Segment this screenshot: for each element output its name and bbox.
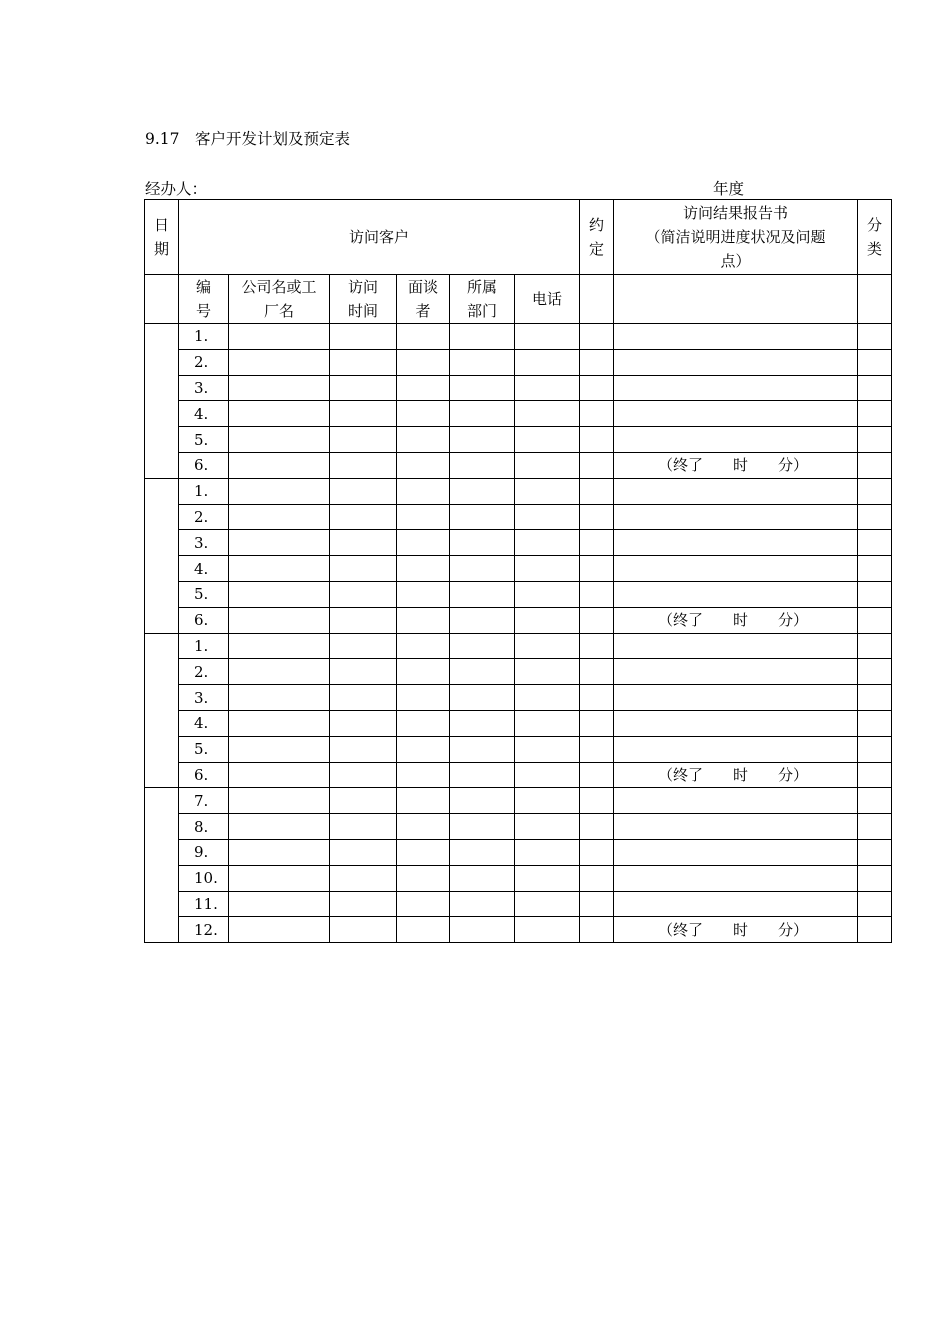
report-cell[interactable] [614,891,858,917]
department-cell[interactable] [450,401,515,427]
report-cell[interactable] [614,788,858,814]
category-cell[interactable] [858,581,892,607]
report-cell[interactable] [614,839,858,865]
department-cell[interactable] [450,324,515,350]
table-row [145,427,892,453]
table-row [145,452,892,478]
visit-time-cell[interactable] [330,762,397,788]
interviewee-cell[interactable] [397,865,450,891]
company-cell[interactable] [229,839,330,865]
category-cell[interactable] [858,504,892,530]
company-cell[interactable] [229,917,330,943]
report-cell[interactable] [614,865,858,891]
report-cell[interactable] [614,504,858,530]
table-row [145,401,892,427]
visit-time-cell[interactable] [330,324,397,350]
phone-cell[interactable] [515,581,580,607]
visit-time-cell[interactable] [330,891,397,917]
table-row [145,865,892,891]
visit-time-cell[interactable] [330,685,397,711]
interviewee-cell[interactable] [397,427,450,453]
department-cell[interactable] [450,633,515,659]
report-cell[interactable] [614,530,858,556]
header-row-1 [145,200,892,275]
company-cell[interactable] [229,607,330,633]
visit-time-cell[interactable] [330,736,397,762]
company-cell[interactable] [229,324,330,350]
phone-cell[interactable] [515,736,580,762]
interviewee-cell[interactable] [397,762,450,788]
department-cell[interactable] [450,736,515,762]
category-cell[interactable] [858,891,892,917]
appointment-cell[interactable] [580,659,614,685]
report-cell[interactable]: （终了 时 分） [614,762,858,788]
appointment-cell[interactable] [580,478,614,504]
appointment-cell[interactable] [580,556,614,582]
table-row [145,478,892,504]
interviewee-cell[interactable] [397,504,450,530]
appointment-cell[interactable] [580,839,614,865]
company-cell[interactable] [229,659,330,685]
row-number: 1. [179,478,229,504]
table-row [145,736,892,762]
report-cell[interactable] [614,581,858,607]
report-cell[interactable] [614,685,858,711]
visit-time-cell[interactable] [330,865,397,891]
table-row [145,788,892,814]
interviewee-cell[interactable] [397,633,450,659]
report-cell[interactable]: （终了 时 分） [614,452,858,478]
department-cell[interactable] [450,530,515,556]
phone-cell[interactable] [515,427,580,453]
row-number: 8. [179,814,229,840]
year-label: 年度 [713,180,745,198]
department-cell[interactable] [450,685,515,711]
appointment-cell[interactable] [580,788,614,814]
phone-cell[interactable] [515,814,580,840]
row-number: 3. [179,375,229,401]
category-cell[interactable] [858,814,892,840]
phone-cell[interactable] [515,504,580,530]
category-cell[interactable] [858,427,892,453]
report-cell[interactable] [614,478,858,504]
phone-cell[interactable] [515,865,580,891]
phone-cell[interactable] [515,762,580,788]
row-number: 5. [179,581,229,607]
appointment-cell[interactable] [580,814,614,840]
table-row [145,504,892,530]
appointment-cell[interactable] [580,607,614,633]
table-row [145,762,892,788]
visit-time-cell[interactable] [330,556,397,582]
row-number: 2. [179,659,229,685]
table-row [145,814,892,840]
appointment-cell[interactable] [580,427,614,453]
category-cell[interactable] [858,788,892,814]
department-cell[interactable] [450,891,515,917]
category-cell[interactable] [858,839,892,865]
interviewee-cell[interactable] [397,710,450,736]
row-number: 1. [179,324,229,350]
visit-time-header: 访问 时间 [330,275,397,324]
company-cell[interactable] [229,633,330,659]
row-number: 5. [179,736,229,762]
report-cell[interactable] [614,814,858,840]
visit-time-cell[interactable] [330,452,397,478]
category-cell[interactable] [858,478,892,504]
appointment-header: 约 定 [580,200,614,275]
department-cell[interactable] [450,349,515,375]
company-cell[interactable] [229,452,330,478]
company-cell[interactable] [229,891,330,917]
appointment-cell[interactable] [580,736,614,762]
phone-cell[interactable] [515,633,580,659]
appointment-cell[interactable] [580,917,614,943]
blank-cell [145,275,179,324]
table-row [145,581,892,607]
company-cell[interactable] [229,685,330,711]
phone-cell[interactable] [515,917,580,943]
table-row [145,349,892,375]
report-cell[interactable] [614,556,858,582]
phone-cell[interactable] [515,659,580,685]
category-cell[interactable] [858,710,892,736]
phone-cell[interactable] [515,478,580,504]
category-cell[interactable] [858,659,892,685]
interviewee-cell[interactable] [397,788,450,814]
interviewee-cell[interactable] [397,917,450,943]
interviewee-cell[interactable] [397,581,450,607]
row-number: 3. [179,685,229,711]
company-cell[interactable] [229,788,330,814]
date-cell[interactable] [145,478,179,633]
interviewee-cell[interactable] [397,891,450,917]
company-cell[interactable] [229,375,330,401]
category-header: 分 类 [858,200,892,275]
handler-label: 经办人： [145,180,208,198]
company-cell[interactable] [229,865,330,891]
visit-customer-header: 访问客户 [179,200,580,275]
report-header: 访问结果报告书 （简洁说明进度状况及问题 点） [614,200,858,275]
report-cell[interactable] [614,401,858,427]
category-cell[interactable] [858,452,892,478]
company-cell[interactable] [229,478,330,504]
report-cell[interactable]: （终了 时 分） [614,607,858,633]
number-header: 编 号 [179,275,229,324]
department-cell[interactable] [450,375,515,401]
appointment-cell[interactable] [580,891,614,917]
appointment-cell[interactable] [580,452,614,478]
interviewee-header: 面谈 者 [397,275,450,324]
phone-cell[interactable] [515,452,580,478]
company-cell[interactable] [229,710,330,736]
department-cell[interactable] [450,917,515,943]
row-number: 6. [179,607,229,633]
department-cell[interactable] [450,478,515,504]
category-cell[interactable] [858,685,892,711]
phone-cell[interactable] [515,685,580,711]
category-cell[interactable] [858,349,892,375]
table-row [145,659,892,685]
interviewee-cell[interactable] [397,324,450,350]
phone-cell[interactable] [515,530,580,556]
report-cell[interactable] [614,736,858,762]
table-row [145,530,892,556]
report-cell[interactable] [614,659,858,685]
appointment-cell[interactable] [580,710,614,736]
appointment-cell[interactable] [580,375,614,401]
report-cell[interactable] [614,375,858,401]
department-cell[interactable] [450,710,515,736]
table-row [145,607,892,633]
interviewee-cell[interactable] [397,530,450,556]
phone-cell[interactable] [515,891,580,917]
row-number: 3. [179,530,229,556]
visit-time-cell[interactable] [330,633,397,659]
phone-cell[interactable] [515,556,580,582]
visit-time-cell[interactable] [330,401,397,427]
visit-time-cell[interactable] [330,710,397,736]
row-number: 4. [179,556,229,582]
interviewee-cell[interactable] [397,685,450,711]
interviewee-cell[interactable] [397,607,450,633]
appointment-cell[interactable] [580,349,614,375]
appointment-cell[interactable] [580,762,614,788]
phone-cell[interactable] [515,375,580,401]
company-cell[interactable] [229,762,330,788]
category-cell[interactable] [858,736,892,762]
interviewee-cell[interactable] [397,375,450,401]
appointment-cell[interactable] [580,865,614,891]
category-cell[interactable] [858,917,892,943]
table-row [145,891,892,917]
phone-cell[interactable] [515,839,580,865]
department-cell[interactable] [450,504,515,530]
report-cell[interactable] [614,324,858,350]
phone-header: 电话 [515,275,580,324]
department-cell[interactable] [450,607,515,633]
row-number: 7. [179,788,229,814]
header-row-2 [145,275,892,324]
visit-time-cell[interactable] [330,814,397,840]
department-cell[interactable] [450,762,515,788]
department-cell[interactable] [450,814,515,840]
department-cell[interactable] [450,659,515,685]
table-row [145,685,892,711]
date-cell[interactable] [145,633,179,788]
category-cell[interactable] [858,762,892,788]
interviewee-cell[interactable] [397,452,450,478]
blank-cell [580,275,614,324]
interviewee-cell[interactable] [397,814,450,840]
category-cell[interactable] [858,324,892,350]
company-cell[interactable] [229,504,330,530]
interviewee-cell[interactable] [397,401,450,427]
row-number: 4. [179,710,229,736]
row-number: 9. [179,839,229,865]
visit-time-cell[interactable] [330,607,397,633]
category-cell[interactable] [858,607,892,633]
report-cell[interactable] [614,349,858,375]
department-cell[interactable] [450,556,515,582]
visit-time-cell[interactable] [330,917,397,943]
table-row [145,375,892,401]
interviewee-cell[interactable] [397,839,450,865]
department-cell[interactable] [450,865,515,891]
appointment-cell[interactable] [580,530,614,556]
interviewee-cell[interactable] [397,349,450,375]
report-cell[interactable] [614,427,858,453]
visit-time-cell[interactable] [330,427,397,453]
category-cell[interactable] [858,375,892,401]
visit-time-cell[interactable] [330,530,397,556]
phone-cell[interactable] [515,710,580,736]
phone-cell[interactable] [515,788,580,814]
company-cell[interactable] [229,581,330,607]
company-cell[interactable] [229,814,330,840]
date-header: 日 期 [145,200,179,275]
row-number: 2. [179,504,229,530]
appointment-cell[interactable] [580,324,614,350]
visit-time-cell[interactable] [330,839,397,865]
date-cell[interactable] [145,324,179,479]
department-cell[interactable] [450,839,515,865]
interviewee-cell[interactable] [397,556,450,582]
row-number: 11. [179,891,229,917]
row-number: 4. [179,401,229,427]
company-header: 公司名或工 厂名 [229,275,330,324]
department-header: 所属 部门 [450,275,515,324]
date-cell[interactable] [145,788,179,943]
report-cell[interactable] [614,710,858,736]
appointment-cell[interactable] [580,401,614,427]
table-row [145,710,892,736]
visit-time-cell[interactable] [330,478,397,504]
visit-time-cell[interactable] [330,788,397,814]
visit-time-cell[interactable] [330,581,397,607]
table-row [145,556,892,582]
row-number: 5. [179,427,229,453]
company-cell[interactable] [229,736,330,762]
appointment-cell[interactable] [580,581,614,607]
interviewee-cell[interactable] [397,478,450,504]
document-title: 9.17 客户开发计划及预定表 [145,130,351,148]
table-row [145,917,892,943]
visit-time-cell[interactable] [330,659,397,685]
row-number: 1. [179,633,229,659]
department-cell[interactable] [450,452,515,478]
company-cell[interactable] [229,530,330,556]
customer-plan-table [144,199,892,943]
phone-cell[interactable] [515,401,580,427]
appointment-cell[interactable] [580,504,614,530]
category-cell[interactable] [858,401,892,427]
report-cell[interactable] [614,633,858,659]
table-row [145,839,892,865]
company-cell[interactable] [229,427,330,453]
company-cell[interactable] [229,556,330,582]
row-number: 2. [179,349,229,375]
appointment-cell[interactable] [580,633,614,659]
table-row [145,633,892,659]
visit-time-cell[interactable] [330,375,397,401]
category-cell[interactable] [858,530,892,556]
department-cell[interactable] [450,427,515,453]
blank-cell [614,275,858,324]
row-number: 6. [179,452,229,478]
department-cell[interactable] [450,581,515,607]
interviewee-cell[interactable] [397,659,450,685]
table-row [145,324,892,350]
visit-time-cell[interactable] [330,349,397,375]
company-cell[interactable] [229,349,330,375]
blank-cell [858,275,892,324]
interviewee-cell[interactable] [397,736,450,762]
phone-cell[interactable] [515,324,580,350]
category-cell[interactable] [858,865,892,891]
appointment-cell[interactable] [580,685,614,711]
department-cell[interactable] [450,788,515,814]
visit-time-cell[interactable] [330,504,397,530]
category-cell[interactable] [858,633,892,659]
category-cell[interactable] [858,556,892,582]
phone-cell[interactable] [515,607,580,633]
phone-cell[interactable] [515,349,580,375]
row-number: 6. [179,762,229,788]
row-number: 12. [179,917,229,943]
company-cell[interactable] [229,401,330,427]
row-number: 10. [179,865,229,891]
report-cell[interactable]: （终了 时 分） [614,917,858,943]
